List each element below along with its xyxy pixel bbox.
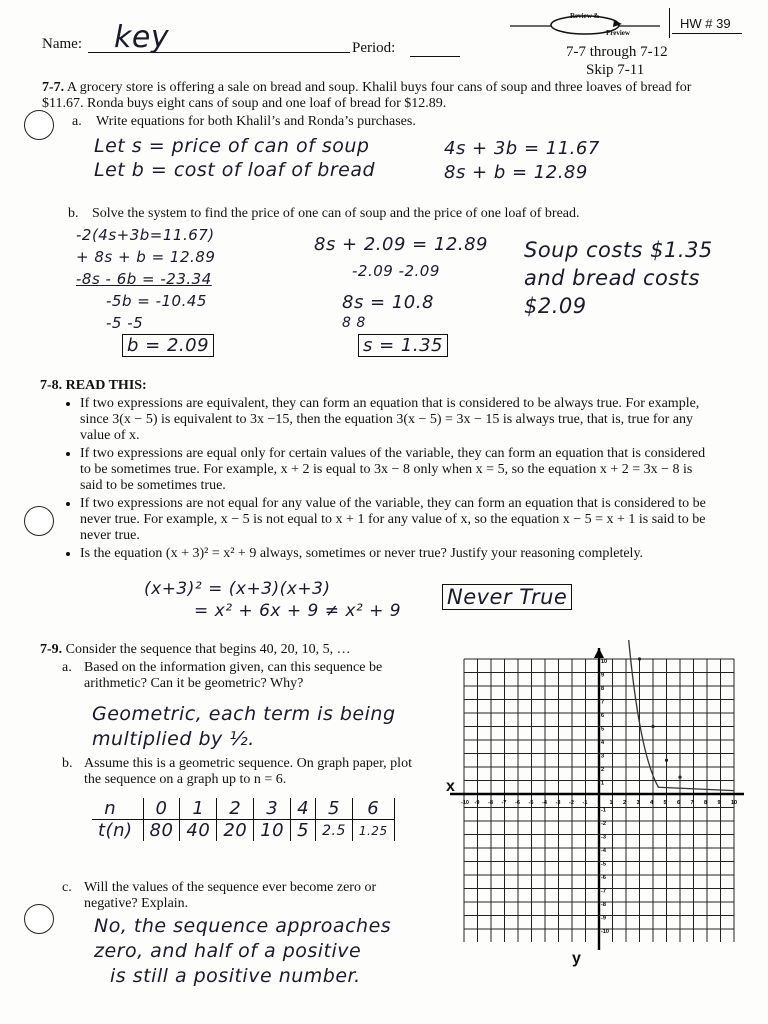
bullet-question: • Is the equation (x + 3)² = x² + 9 always, sometimes or never true? Justify your reasoning completely. (80, 546, 712, 562)
y-tick-label: 10 (601, 659, 608, 665)
part-c-answer (94, 914, 391, 989)
substitution-work (314, 232, 488, 330)
part-a-text: Write equations for both Khalil’s and Ronda’s purchases. (96, 114, 416, 129)
work-line: -5 -5 (106, 314, 144, 332)
y-tick-label: 5 (601, 726, 605, 733)
period-line (410, 56, 460, 57)
table-cell: 2 (217, 798, 254, 820)
work-line: (x+3)² = (x+3)(x+3) (144, 579, 331, 599)
y-tick-label: -8 (601, 902, 606, 908)
logo-review-text: Review & (570, 12, 600, 20)
name-value: key (114, 20, 170, 55)
khalil-equation: 4s + 3b = 11.67 (444, 138, 600, 159)
table-cell: n (92, 798, 143, 820)
y-tick-label: 2 (601, 767, 605, 773)
table-cell: 5 (291, 820, 316, 842)
hw-underline (672, 33, 742, 34)
name-label: Name: (42, 36, 82, 52)
answer-line: Geometric, each term is being (92, 703, 396, 725)
part-b-text: Solve the system to find the price of one can of soup and the price of one loaf of bread. (92, 206, 580, 221)
y-tick-label: 6 (601, 713, 605, 719)
y-tick-label: 9 (601, 672, 605, 679)
y-tick-label: 7 (601, 699, 605, 706)
sequence-point (665, 759, 668, 762)
x-tick-label: -9 (474, 800, 480, 806)
problem-7-8 (40, 378, 147, 394)
work-line: -2.09 -2.09 (352, 262, 440, 280)
answer-line: multiplied by ½. (92, 728, 255, 750)
problem-7-7 (42, 80, 722, 112)
x-tick-label: -7 (501, 800, 507, 806)
graph-svg (442, 640, 766, 980)
let-b-line: Let b = cost of loaf of bread (94, 159, 376, 181)
problem-title: READ THIS: (65, 378, 147, 393)
hw-skip: Skip 7-11 (586, 62, 645, 78)
y-tick-label: -3 (601, 834, 606, 841)
work-line: -5b = -10.45 (106, 292, 207, 310)
x-tick-label: 9 (717, 800, 721, 806)
table-cell: 1 (180, 798, 217, 820)
problem-number: 7-9. (40, 642, 63, 657)
work-line: 8s + 2.09 = 12.89 (314, 234, 488, 255)
answer-line: is still a positive number. (110, 965, 361, 987)
graph-y-label: y (572, 950, 581, 967)
x-tick-label: -6 (515, 800, 520, 806)
table-cell: 80 (143, 820, 180, 842)
table-cell: t(n) (92, 820, 143, 842)
y-tick-label: -5 (601, 861, 606, 868)
x-tick-label: 2 (623, 800, 627, 806)
y-tick-label: 8 (601, 686, 605, 692)
answer-line: No, the sequence approaches (94, 915, 392, 937)
s-result-box: s = 1.35 (358, 334, 448, 357)
y-tick-label: -7 (601, 888, 606, 895)
expansion-work (144, 578, 401, 622)
part-b-label: b. (68, 206, 79, 221)
part-c-text: Will the values of the sequence ever become zero or negative? Explain. (84, 880, 377, 911)
problem-7-9 (40, 642, 351, 658)
y-tick-label: -9 (601, 915, 606, 922)
x-tick-label: -5 (528, 800, 534, 806)
x-tick-label: 5 (663, 800, 667, 806)
y-tick-label: -4 (601, 848, 606, 854)
table-cell: 20 (217, 820, 254, 842)
sequence-point (638, 657, 641, 660)
hw-label: HW # 39 (680, 16, 731, 31)
work-line: 8 8 (342, 315, 366, 331)
binder-hole (24, 904, 54, 934)
work-line: + 8s + b = 12.89 (76, 248, 216, 266)
sequence-curve (629, 640, 734, 791)
bullet-always-true: • If two expressions are equivalent, they can form an equation that is considered to be always true. For example, since 3(x − 5) is equivalent to 3x −15, then the equation 3(x − 5) = 3x − 15 is always true, that is, true for any value of x. (80, 396, 712, 444)
x-tick-label: 3 (636, 800, 640, 806)
x-tick-label: -2 (569, 800, 574, 806)
table-cell: 2.5 (316, 820, 353, 842)
never-true-answer: Never True (442, 584, 572, 610)
table-cell: 4 (291, 798, 316, 820)
elimination-work (76, 224, 215, 334)
answer-line: zero, and half of a positive (94, 940, 362, 962)
table-cell: 10 (254, 820, 291, 842)
table-cell: 3 (254, 798, 291, 820)
problem-text: A grocery store is offering a sale on bread and soup. Khalil buys four cans of soup and three loaves of bread for $11.67. Ronda buys eight cans of soup and one loaf of bread for $12.89. (42, 80, 692, 111)
table-cell: 1.25 (352, 820, 394, 842)
x-tick-label: -10 (461, 800, 469, 806)
x-tick-label: -1 (582, 800, 588, 806)
part-a-answer (92, 702, 396, 752)
y-tick-label: -10 (601, 929, 609, 935)
y-tick-label: -1 (601, 807, 606, 814)
y-tick-label: -6 (601, 875, 606, 881)
y-tick-label: 3 (601, 753, 605, 760)
part-a-text: Based on the information given, can this sequence be arithmetic? Can it be geometric? Why? (84, 660, 383, 691)
y-arrow-icon (594, 648, 604, 658)
binder-hole (24, 506, 54, 536)
part-c-label: c. (62, 880, 72, 895)
table-cell: 0 (143, 798, 180, 820)
ronda-equation: 8s + b = 12.89 (444, 162, 588, 183)
table-row-n (92, 798, 394, 820)
sequence-point (678, 776, 681, 779)
work-line: -8s - 6b = -23.34 (76, 270, 212, 288)
table-cell: 6 (352, 798, 394, 820)
x-tick-label: -8 (488, 800, 493, 806)
b-conclusion (524, 236, 713, 320)
coordinate-graph (442, 640, 766, 980)
x-tick-label: -4 (542, 800, 547, 806)
part-a-label: a. (72, 114, 82, 129)
x-tick-label: 4 (650, 800, 654, 806)
hw-divider (669, 8, 670, 38)
table-cell: 40 (180, 820, 217, 842)
x-tick-label: 7 (690, 800, 694, 806)
work-line: = x² + 6x + 9 ≠ x² + 9 (194, 601, 402, 621)
y-tick-label: 1 (601, 780, 605, 787)
part-a-label: a. (62, 660, 72, 675)
logo-preview-text: Preview (606, 29, 630, 37)
b-result-box: b = 2.09 (122, 334, 214, 357)
table-cell: 5 (316, 798, 353, 820)
sequence-point (651, 725, 654, 728)
bullet-sometimes-true: • If two expressions are equal only for certain values of the variable, they can form an equation that is considered to be sometimes true. For example, x + 2 is equal to 3x − 8 only when x = 5, so the equation x + 2 = 3x − 8 is said to be sometimes true. (80, 446, 712, 494)
problem-number: 7-7. (42, 80, 65, 95)
hw-range: 7-7 through 7-12 (566, 44, 668, 60)
table-row-t (92, 820, 394, 842)
work-line: 8s = 10.8 (342, 292, 434, 313)
period-label: Period: (352, 40, 396, 56)
x-tick-label: 10 (731, 800, 738, 806)
read-this-list (62, 396, 712, 564)
y-tick-label: 4 (601, 740, 605, 746)
binder-hole (24, 110, 54, 140)
work-line: -2(4s+3b=11.67) (76, 226, 215, 244)
conclusion-line: and bread costs (524, 266, 700, 290)
x-tick-label: 6 (677, 800, 681, 806)
conclusion-line: $2.09 (524, 294, 587, 318)
let-s-line: Let s = price of can of soup (94, 135, 370, 157)
part-b-text: Assume this is a geometric sequence. On graph paper, plot the sequence on a graph up to n = 6. (84, 756, 412, 787)
problem-number: 7-8. (40, 378, 63, 393)
sequence-table (92, 798, 395, 841)
conclusion-line: Soup costs $1.35 (524, 238, 713, 262)
x-tick-label: 1 (609, 800, 613, 806)
review-preview-logo (510, 12, 660, 38)
y-tick-label: -2 (601, 821, 606, 827)
x-tick-label: -3 (555, 800, 561, 806)
bullet-never-true: • If two expressions are not equal for any value of the variable, they can form an equation that is considered to be never true. For example, x − 5 is not equal to x + 1 for any value of x, so the equation x − 5 = x + 1 is said to be never true. (80, 496, 712, 544)
problem-text: Consider the sequence that begins 40, 20, 10, 5, … (65, 642, 351, 657)
graph-x-label: x (446, 778, 455, 795)
part-b-label: b. (62, 756, 73, 771)
x-tick-label: 8 (704, 800, 708, 806)
